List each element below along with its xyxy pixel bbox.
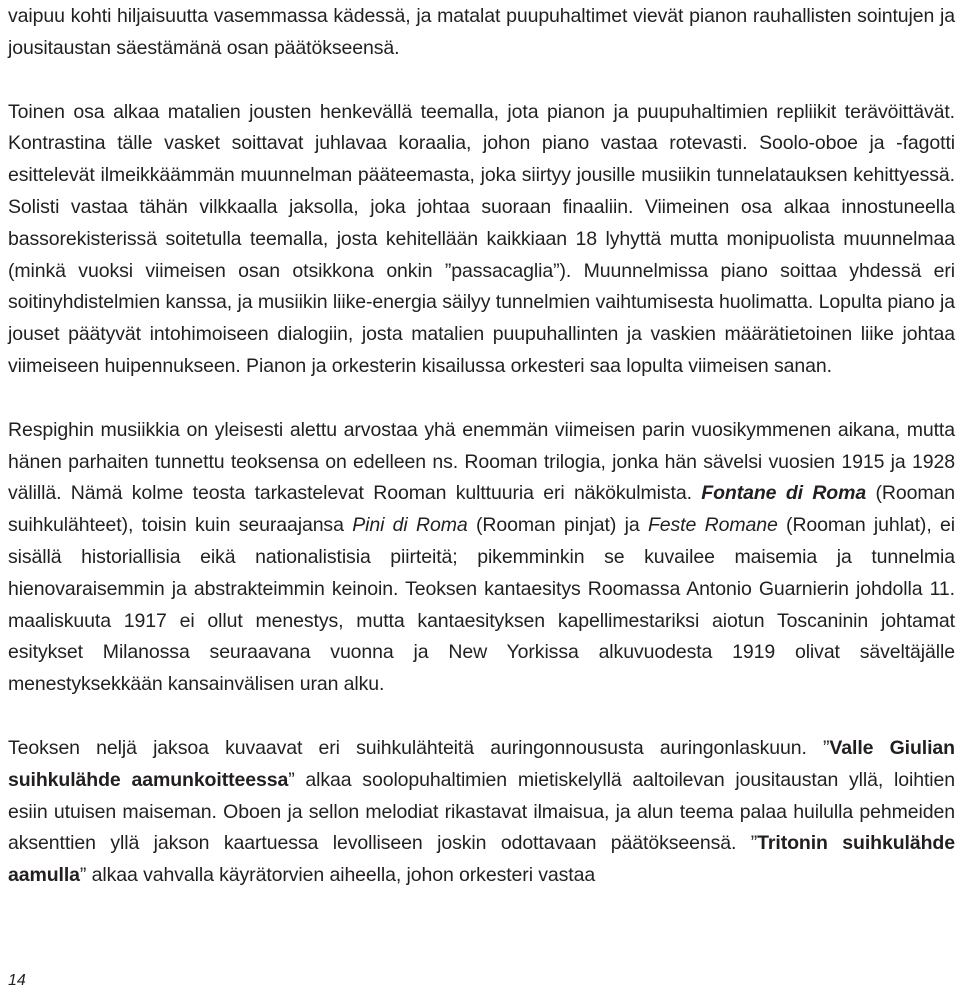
- paragraph-4: [8, 733, 955, 892]
- paragraph-3-text-4: (Rooman juhlat), ei sisällä historiallisia eikä nationalistisia piirteitä; pikemminkin se kuvailee maisemia ja tunnelmia hienovaraisemmin ja abstrakteimmin keinoin. Teoksen kantaesitys Roomassa Antonio Guarnierin johdolla 11. maaliskuuta 1917 ei ollut menestys, mutta kantaesityksen kapellimestariksi aiotun Toscaninin johtamat esitykset Milanossa seuraavana vuonna ja New Yorkissa alkuvuodesta 1919 olivat säveltäjälle menestyksekkään kansainvälisen uran alku.: [8, 514, 955, 696]
- work-title-pini-di-roma: Pini di Roma: [352, 514, 468, 537]
- paragraph-1: vaipuu kohti hiljaisuutta vasemmassa kädessä, ja matalat puupuhaltimet vievät pianon rauhallisten sointujen ja jousitaustan säestämänä osan päätökseensä.: [8, 5, 955, 59]
- paragraph-3-text-3: (Rooman pinjat) ja: [467, 514, 648, 537]
- paragraph-2: Toinen osa alkaa matalien jousten henkevällä teemalla, jota pianon ja puupuhaltimien repliikit terävöittävät. Kontrastina tälle vasket soittavat juhlavaa koraalia, johon piano vastaa rotevasti. Soolo-oboe ja -fagotti esittelevät ilmeikkäämmän muunnelman pääteemasta, joka siirtyy jousille musiikin tunnelatauksen kehittyessä. Solisti vastaa tähän vilkkaalla jaksolla, joka johtaa suoraan finaaliin. Viimeinen osa alkaa innostuneella bassorekisterissä soitetulla teemalla, josta kehitellään kaikkiaan 18 lyhyttä mutta monipuolista muunnelmaa (minkä vuoksi viimeisen osan otsikkona onkin ”passacaglia”). Muunnelmissa piano soittaa yhdessä eri soitinyhdistelmien kanssa, ja musiikin liike-energia säilyy tunnelmien vaihtumisesta huolimatta. Lopulta piano ja jouset päätyvät intohimoiseen dialogiin, josta matalien puupuhallinten ja vaskien määrätietoinen liike johtaa viimeiseen huipennukseen. Pianon ja orkesterin kisailussa orkesteri saa lopulta viimeisen sanan.: [8, 100, 955, 377]
- section-title-valle-giulia: Valle Giulian suihkulähde aamunkoitteessa: [8, 736, 955, 791]
- paragraph-4-text-1: Teoksen neljä jaksoa kuvaavat eri suihkulähteitä auringonnoususta auringonlaskuun. ”: [8, 736, 830, 759]
- work-title-feste-romane: Feste Romane: [647, 514, 778, 537]
- paragraph-4-text-3: ” alkaa vahvalla käyrätorvien aiheella, johon orkesteri vastaa: [79, 864, 596, 887]
- page-number: 14: [8, 972, 26, 989]
- paragraph-4-text-2: ” alkaa soolopuhaltimien mietiskelyllä aaltoilevan jousitaustan yllä, loihtien esiin utuisen maiseman. Oboen ja sellon melodiat rikastavat ilmaisua, ja alun teema palaa huilulla pehmeiden aksenttien yllä jakson kaartuessa levolliseen joskin odottavaan päätökseensä. ”: [8, 768, 955, 855]
- paragraph-3-text-2: (Rooman suihkulähteet), toisin kuin seuraajansa: [8, 482, 955, 537]
- paragraph-3: [8, 415, 955, 701]
- section-title-tritone: Tritonin suihkulähde aamulla: [8, 832, 955, 887]
- document-page: [8, 0, 955, 892]
- work-title-fontane-di-roma: Fontane di Roma: [701, 482, 867, 505]
- paragraph-3-text-1: Respighin musiikkia on yleisesti alettu arvostaa yhä enemmän viimeisen parin vuosikymmenen aikana, mutta hänen parhaiten tunnettu teoksensa on edelleen ns. Rooman trilogia, jonka hän sävelsi vuosien 1915 ja 1928 välillä. Nämä kolme teosta tarkastelevat Rooman kulttuuria eri näkökulmista.: [8, 418, 955, 505]
